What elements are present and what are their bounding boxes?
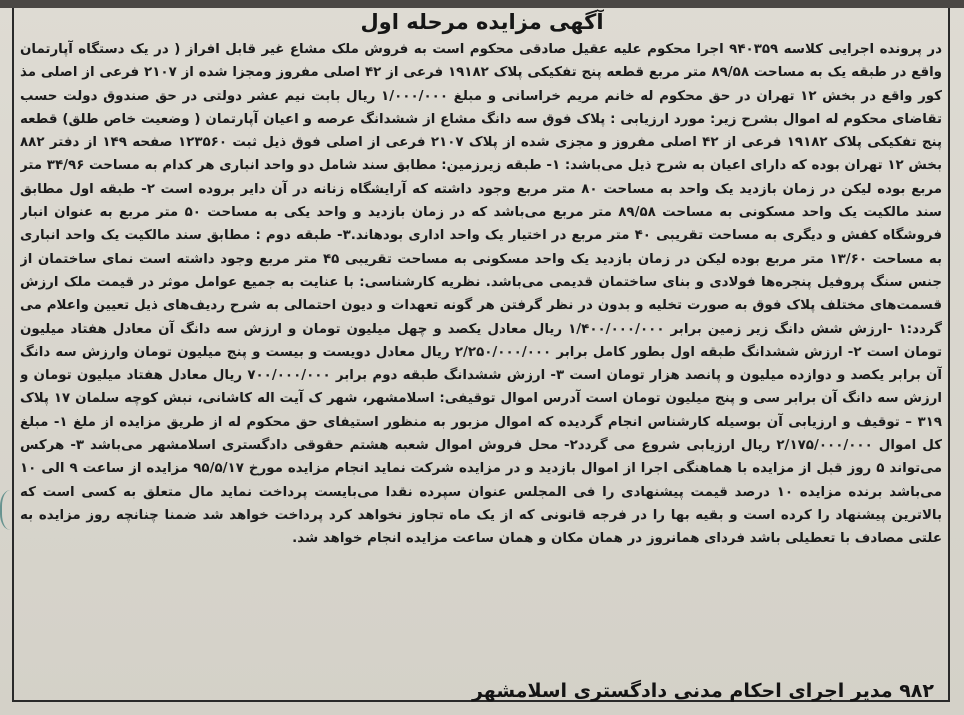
notice-signature: ۹۸۲ مدیر اجرای احکام مدنی دادگستری اسلامشهر [471,680,934,702]
notice-body: در پرونده اجرایی کلاسه ۹۴۰۳۵۹ اجرا محکوم علیه عقیل صادقی محکوم است به فروش ملک مشاع غیر قابل افراز ( در یک دستگاه آپارتمان واقع در طبقه یک به مساحت ۸۹/۵۸ متر مربع قطعه پنج تفکیکی پلاک ۱۹۱۸۲ فرعی از ۴۲ اصلی مفروز ومجزا شده از ۲۱۰۷ فرعی از اصلی مذ کور واقع در بخش ۱۲ تهران در حق محکوم له خانم مریم خراسانی و مبلغ ۱/۰۰۰/۰۰۰ ریال بابت نیم عشر دولتی در حق صندوق دولت حسب تقاضای محکوم له اموال بشرح زیر: مورد ارزیابی : پلاک فوق سه دانگ مشاع از ششدانگ عرصه و اعیان آپارتمان ( وضعیت خاص طلق) قطعه پنج تفکیکی پلاک ۱۹۱۸۲ فرعی از ۴۲ اصلی مفروز و مجزی شده از پلاک ۲۱۰۷ فرعی از اصلی فوق ذیل ثبت ۱۲۳۵۶۰ صفحه ۱۴۹ از دفتر ۸۸۲ بخش ۱۲ تهران بوده که دارای اعیان به شرح ذیل می‌باشد: ۱- طبقه زیرزمین: مطابق سند شامل دو واحد انباری هر کدام به مساحت ۳۴/۹۶ متر مربع بوده لیکن در زمان بازدید یک واحد به مساحت ۸۰ متر مربع وجود داشته که آرایشگاه زنانه در آن دایر بروده است ۲- طبقه اول مطابق سند مالکیت یک واحد مسکونی به مساحت ۸۹/۵۸ متر مربع می‌باشد که در زمان بازدید و واحد یکی به مساحت ۵۰ متر مربع به عنوان انبار فروشگاه کفش و دیگری به مساحت تقریبی ۴۰ متر مربع در اختیار یک واحد اداری بودهاند.۳- طبقه دوم : مطابق سند مالکیت یک واحد انباری به مساحت ۱۳/۶۰ متر مربع بوده لیکن در زمان بازدید یک واحد مسکونی به مساحت تقریبی ۴۵ متر مربع وجود داشته است نمای ساختمان از جنس سنگ پروفیل پنجره‌ها فولادی و بنای ساختمان قدیمی می‌باشد. نظریه کارشناسی: با عنایت به جمیع عوامل موثر در قیمت ملک ارزش قسمت‌های مختلف پلاک فوق به صورت تخلیه و بدون در نظر گرفتن هر گونه تعهدات و دیون احتمالی به شرح ردیف‌های ذیل تعیین واعلام می گردد:۱ -ارزش شش دانگ زیر زمین برابر ۱/۴۰۰/۰۰۰/۰۰۰ ریال معادل یکصد و چهل میلیون تومان و ارزش سه دانگ آن معادل هفتاد میلیون تومان است ۲- ارزش ششدانگ طبقه اول بطور کامل برابر ۲/۲۵۰/۰۰۰/۰۰۰ ریال معادل دویست و بیست و پنج میلیون تومان وارزش سه دانگ آن برابر یکصد و دوازده میلیون و پانصد هزار تومان است ۳- ارزش ششدانگ طبقه دوم برابر ۷۰۰/۰۰۰/۰۰۰ ریال معادل هفتاد میلیون تومان و ارزش سه دانگ آن برابر سی و پنج میلیون تومان است آدرس اموال توقیفی: اسلامشهر، شهر ک آیت اله کاشانی، نبش کوچه سلمان ۱۷ پلاک ۳۱۹ – توقیف و ارزیابی آن بوسیله کارشناس انجام گردیده که اموال مزبور به منظور استیفای حق محکوم له از طریق مزایده از ملغ ۱- مبلغ کل اموال ۲/۱۷۵/۰۰۰/۰۰۰ ریال ارزیابی شروع می گردد۲- محل فروش اموال شعبه هشتم حقوقی دادگستری اسلامشهر می‌باشد ۳- هرکس می‌تواند ۵ روز قبل از مزایده با هماهنگی اجرا از اموال بازدید و در مزایده شرکت نماید انجام مزایده مورخ ۹۵/۵/۱۷ مزایده از ساعت ۹ الی ۱۰ می‌باشد برنده مزایده ۱۰ درصد قیمت پیشنهادی را فی المجلس عنوان سپرده نقدا می‌بایست پرداخت نماید مال متعلق به کسی است که بالاترین پیشنهاد را کرده است و بقیه بها را در فرجه قانونی که از یک ماه تجاوز نخواهد کرد پرداخت خواهد شد ضمنا چنانچه روز مزایده به علتی مصادف با تعطیلی باشد فردای همانروز در همان مکان و همان ساعت مزایده انجام خواهد شد. [20,42,942,547]
notice-title: آگهی مزایده مرحله اول [360,10,604,34]
header-strip [0,0,964,8]
